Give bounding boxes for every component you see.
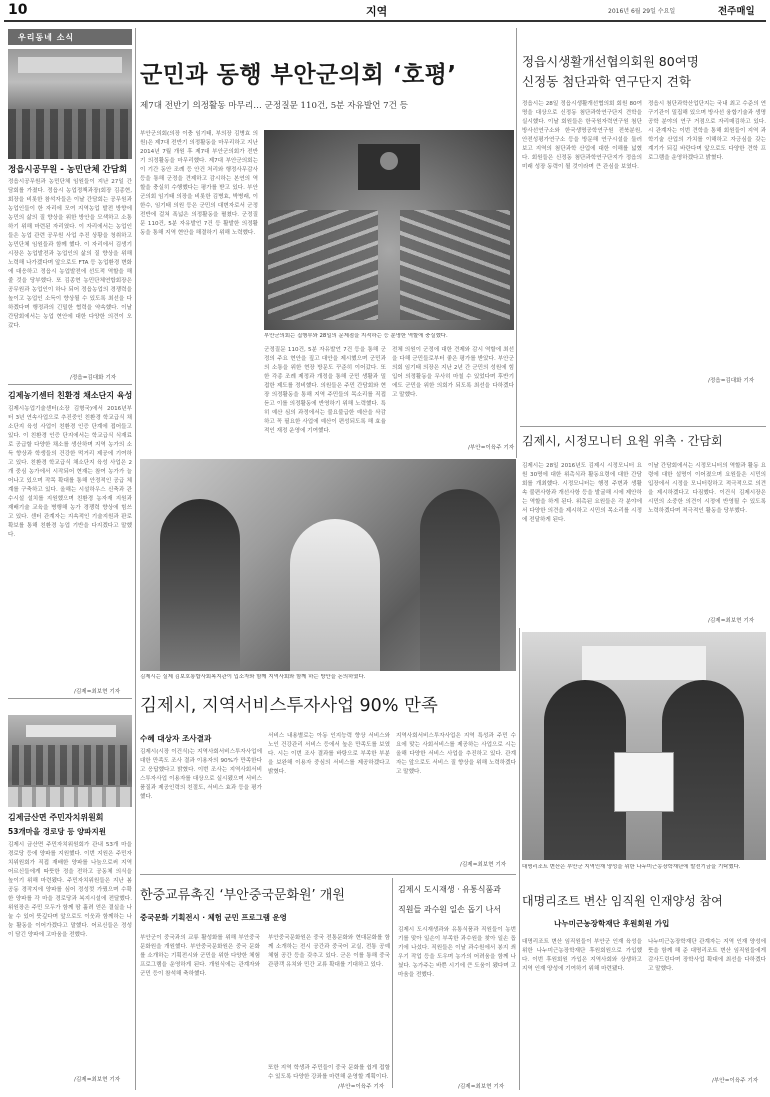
- photo-man-right: [662, 680, 744, 860]
- photo-certificate: [614, 752, 674, 812]
- story2-title: 김제농기센터 친환경 채소단지 육성: [8, 391, 133, 400]
- masthead-rule: [4, 20, 766, 22]
- voucher-byline: /김제=최보현 기자: [460, 862, 507, 868]
- photo-desks-left: [268, 210, 378, 320]
- page-number: 10: [8, 2, 28, 18]
- urban-headline: 김제시 도시재생 · 유통식품과: [398, 885, 501, 894]
- story3-byline: /김제=최보현 기자: [74, 1077, 121, 1083]
- urban-side-rule: [392, 878, 393, 1088]
- resort-subhead: 나누미근농장학재단 후원회원 가입: [554, 919, 670, 928]
- right-top-body-col2: 정읍시 첨단과학산업단지는 국내 최고 수준의 연구기관이 밀집해 있으며 방사선 융합기술과 생명공학 분야의 연구 거점으로 자리매김하고 있다. 시 관계자는 이번 견학을 통해 회원들이 지역 과학기술 산업의 가치를 이해하고 자긍심을 갖는 계기가 되길 바란다며 앞으로도 다양한 견학 프로그램을 운영하겠다고 밝혔다.: [648, 101, 766, 161]
- voucher-headline: 김제시, 지역서비스투자사업 90% 만족: [140, 696, 438, 716]
- photo-person-left: [160, 499, 240, 671]
- story1-byline: /정읍=김대화 기자: [70, 375, 117, 381]
- right-top-headline-1: 정읍시생활개선협의회원 80여명: [522, 54, 699, 69]
- middle-photo-caption: 김제시는 실제 김보호통합사회복지관이 입소자와 함께 지역사회와 함께 하는 방안을 논의하였다.: [140, 674, 366, 680]
- urban-subhead: 직원들 과수원 일손 돕기 나서: [398, 905, 501, 914]
- photo-onion-bags: [8, 787, 132, 807]
- photo-person-center: [290, 519, 380, 671]
- main-body-col3: 전체 의원이 군정에 대한 견제와 감시 역할에 최선을 다해 군민들로부터 좋은 평가를 받았다. 부안군의회 임기태 의장은 지난 2년 간 군민의 성원에 힘입어 의정활동을 무사히 마칠 수 있었다며 후반기에도 군민을 위한 의회가 되도록 최선을 다하겠다고 말했다.: [392, 347, 514, 398]
- section-label-box: [8, 29, 132, 45]
- resort-body-col2: 나누미근농장학재단 관계자는 지역 인재 양성에 뜻을 함께 해 준 대명리조트 변산 임직원들에게 감사드린다며 장학사업 확대에 최선을 다하겠다고 말했다.: [648, 939, 766, 972]
- culture-headline: 한중교류촉진 ‘부안중국문화원’ 개원: [140, 888, 345, 903]
- main-body-col2: 군정질문 110건, 5분 자유발언 7건 등을 통해 군정의 주요 현안을 짚고 대안을 제시했으며 군민과의 소통을 위한 현장 방문도 꾸준히 이어갔다. 또한 각종 조례 제정과 개정을 통해 군민 생활과 밀접한 제도를 정비했다. 의원들은 주민 간담회와 현장 의정활동을 통해 지역 주민들의 목소리를 직접 듣고 이를 의정활동에 반영하기 위해 노력했다. 특히 예산 심의 과정에서는 불요불급한 예산을 삭감하고 꼭 필요한 사업에 예산이 편성되도록 해 효율적인 재정 운영에 기여했다.: [264, 347, 386, 434]
- photo-council-chamber: [264, 130, 514, 330]
- story3-body: 김제시 금산면 주민자치위원회가 관내 53개 마을 경로당 등에 양파를 지원했다. 이번 지원은 주민자치위원회가 직접 재배한 양파를 나눔으로써 지역 어르신들에게 따뜻한 정을 전하고 공동체 의식을 높이기 위해 마련됐다. 주민자치위원들은 지난 봄 공동 경작지에 양파를 심어 정성껏 가꿨으며 수확한 양파를 각 마을 경로당과 복지시설에 전달했다. 위원장은 주민 모두가 함께 땀 흘려 얻은 결실을 나눌 수 있어 뜻깊다며 앞으로도 이웃과 함께하는 나눔 활동을 이어가겠다고 말했다. 어르신들은 정성이 담긴 양파에 고마움을 전했다.: [8, 842, 132, 938]
- issue-date: 2016년 6월 29일 수요일: [608, 8, 676, 15]
- photo-desks-right: [400, 210, 510, 320]
- photo-resort-donation: [522, 632, 766, 860]
- left-divider-1: [8, 384, 132, 385]
- photo-banner: [18, 57, 122, 73]
- photo-banner-2: [26, 725, 116, 737]
- masthead: [0, 0, 770, 20]
- photo-onion-donation: [8, 715, 132, 807]
- main-headline: 군민과 동행 부안군의회 ‘호평’: [140, 62, 457, 88]
- left-divider-2: [8, 698, 132, 699]
- story1-title: 정읍시공무원 - 농민단체 간담회: [8, 165, 128, 175]
- resort-body-col1: 대명리조트 변산 임직원들이 부안군 인재 육성을 위한 나누미근농장학재단 후원회원으로 가입했다. 이번 후원회원 가입은 지역사회와 상생하고 지역 인재 양성에 기여하기 위해 마련됐다.: [522, 939, 642, 972]
- voucher-body-col3: 지역사회서비스투자사업은 지역 특성과 주민 수요에 맞는 사회서비스를 제공하는 사업으로 시는 올해 다양한 서비스 사업을 추진하고 있다. 관계자는 앞으로도 서비스 질 향상을 위해 노력하겠다고 말했다.: [396, 733, 516, 775]
- story2-byline: /김제=최보현 기자: [74, 689, 121, 695]
- monitor-body-col1: 김제시는 28일 2016년도 김제시 시정모니터 요원 30명에 대한 위촉식과 활동요령에 대한 간담회를 개최했다. 시정모니터는 행정 주변과 생활 속 불편사항과 개선사항 등을 발굴해 시에 제안하는 역할을 하게 된다. 위촉된 요원들은 각 분야에서 다양한 의견을 제시하고 시민의 목소리를 시정에 전달하게 된다.: [522, 463, 642, 523]
- right-top-byline: /정읍=김대화 기자: [708, 378, 755, 384]
- main-photo-caption: 부안군의회는 집행부와 28일의 문제점을 지적하는 등 분명한 역할에 충실했다.: [264, 333, 448, 339]
- monitor-top-rule: [520, 426, 766, 427]
- story3-title: 김제금산면 주민자치위원회: [8, 813, 104, 822]
- section-label-text: 우리동네 소식: [18, 33, 75, 42]
- story3-subtitle: 53개마을 경로당 등 양파지원: [8, 827, 106, 836]
- culture-top-rule: [140, 874, 516, 875]
- photo-podium-seal: [380, 152, 398, 170]
- voucher-body-col2: 서비스 내용별로는 아동 인지능력 향상 서비스와 노인 건강관리 서비스 등에서 높은 만족도를 보였다. 시는 이번 조사 결과를 바탕으로 부족한 부분을 보완해 이용자 중심의 서비스를 제공하겠다고 밝혔다.: [268, 733, 390, 775]
- culture-body-col3: 또한 지역 학생과 주민들이 중국 문화를 쉽게 접할 수 있도록 다양한 강좌를 마련해 운영할 계획이다.: [268, 1065, 390, 1080]
- main-body-col1: 부안군의회(의장 이충 임기태, 부의장 김병효 의원)은 제7대 전반기 의정활동을 마무리하고 지난 2014년 7월 개원 후 제7대 부안군의회가 전반기 의정활동을 마무리했다. 제7대 부안군의회는 이 기간 동안 조례 등 안건 처리와 행정사무감사 등을 통해 군정을 견제하고 감시하는 본연의 역할을 충실히 수행했다는 평가를 받고 있다. 부안군의회 임기태 의장을 비롯한 김병효, 박병래, 이한수, 임기태 의원 등은 군민의 대변자로서 군정 전반에 걸쳐 폭넓은 의정활동을 펼쳤다. 군정질문 110건, 5분 자유발언 7건 등 활발한 의정활동을 통해 지역 현안을 해결하기 위해 노력했다.: [140, 131, 258, 236]
- culture-body-col1: 부안군이 중국과의 교류 활성화를 위해 부안중국문화원을 개원했다. 부안중국문화원은 중국 문화를 소개하는 기획전시와 군민을 위한 다양한 체험 프로그램을 운영하게 된다. 개원식에는 관계자와 군민 등이 참석해 축하했다.: [140, 935, 260, 977]
- photo-person-right: [420, 489, 500, 671]
- right-top-headline-2: 신정동 첨단과학 연구단지 견학: [522, 74, 691, 89]
- resort-byline: /부안=이육주 기자: [712, 1078, 759, 1084]
- resort-photo-caption: 대명리조트 변산은 부안군 지역인재 양성을 위한 나누미근농장학재단에 발전기금을 기탁했다.: [522, 864, 741, 870]
- photo-welfare-visit: [140, 459, 516, 671]
- photo-group: [12, 745, 128, 785]
- column-divider-left: [135, 28, 136, 1090]
- voucher-subhead: 수혜 대상자 조사결과: [140, 734, 212, 743]
- photo-meeting: [8, 49, 132, 159]
- resort-headline: 대명리조트 변산 임직원 인재양성 참여: [522, 894, 723, 908]
- photo-people-row: [8, 109, 132, 159]
- culture-body-col2: 부안중국문화원은 중국 전통문화와 현대문화를 함께 소개하는 전시 공간과 중국어 교실, 전통 공예 체험 공간 등을 갖추고 있다. 군은 이를 통해 중국 관광객 유치와 민간 교류 확대를 기대하고 있다.: [268, 935, 390, 968]
- urban-byline: /김제=최보현 기자: [458, 1084, 505, 1090]
- monitor-body-col2: 이날 간담회에서는 시정모니터의 역할과 활동 요령에 대한 설명이 이어졌으며 요원들은 시민의 입장에서 시정을 모니터링하고 적극적으로 의견을 제시하겠다고 다짐했다. 이건식 김제시장은 시민의 소중한 의견이 시정에 반영될 수 있도록 노력하겠다며 적극적인 활동을 당부했다.: [648, 463, 766, 514]
- paper-name: 전주매일: [718, 6, 755, 17]
- monitor-headline: 김제시, 시정모니터 요원 위촉 · 간담회: [522, 434, 723, 448]
- main-subheadline: 제7대 전반기 의정활동 마무리… 군정질문 110건, 5분 자유발언 7건 등: [140, 101, 408, 111]
- main-byline: /부안=이육주 기자: [468, 445, 515, 451]
- monitor-byline: /김제=최보현 기자: [708, 618, 755, 624]
- photo-wall-sign: [582, 646, 706, 680]
- story2-body: 김제시농업기술센터(소장 김형국)에서 2016년부터 3년 연속사업으로 추진중인 친환경 학교급식 채소단지 육성 사업이 친환경 인증 단계에 접어들고 있다. 이 친환경 인증 단지에서는 학교급식 식재료로 공급할 다양한 채소를 생산하며 지역 농가의 소득 향상과 학생들의 건강한 먹거리 제공에 기여하고 있다. 친환경 학교급식 채소단지 육성 사업은 2개 중심 농가에서 시작되어 현재는 참여 농가가 늘어나고 있으며 작목 확대를 통해 안정적인 공급 체계를 구축하고 있다. 올해는 시설하우스 신축과 관수시설 설치를 지원했으며 친환경 농자재 지원과 재배기술 교육을 병행해 농가 경쟁력 향상에 힘쓰고 있다. 센터 관계자는 지속적인 기술지원과 판로 확보를 통해 친환경 농업 기반을 다지겠다고 말했다.: [8, 406, 132, 538]
- culture-byline: /부안=이육주 기자: [338, 1084, 385, 1090]
- culture-subhead: 중국문화 기획전시 · 체험 군민 프로그램 운영: [140, 913, 287, 922]
- column-divider-right: [516, 28, 517, 458]
- section-title: 지역: [366, 5, 388, 18]
- voucher-body-col1: 김제시(시장 이건식)는 지역사회서비스투자사업에 대한 만족도 조사 결과 이용자의 90%가 만족한다고 응답했다고 밝혔다. 이번 조사는 지역사회서비스투자사업 이용자를 대상으로 실시됐으며 서비스 품질과 제공인력의 친절도, 서비스 효과 등을 평가했다.: [140, 749, 262, 800]
- right-top-body-col1: 정읍시는 28일 정읍시생활개선협의회 회원 80여명을 대상으로 신정동 첨단과학연구단지 견학을 실시했다. 이날 회원들은 한국원자력연구원 첨단방사선연구소와 한국생명공학연구원 전북분원, 안전성평가연구소 등을 방문해 연구시설을 둘러보고 지역의 첨단과학 산업에 대한 이해를 넓혔다. 회원들은 신정동 첨단과학연구단지가 정읍의 미래 성장 동력이 될 것이라며 큰 관심을 보였다.: [522, 101, 642, 170]
- story1-body: 정읍시공무원과 농민단체 임원들이 지난 27일 간담회를 가졌다. 정읍시 농업정책과장(회장 김종현, 회장을 비롯한 참석자들은 이날 간담회는 공무원과 농업인들이 한 자리에 모여 지역농업 발전 방향에 농민의 삶의 질 향상을 위한 방안을 모색하고 소통하기 위해 마련된 자리였다. 이 자리에서는 농업인들은 농업 관련 공무원 사업 추진 상황을 청취하고 농민단체 임원들과 함께 했다. 이 자리에서 김생기 시장은 농업발전과 농업인의 삶의 질 향상을 위해 노력해 나가겠다며 앞으로도 FTA 등 농업환경 변화에 대응하고 정읍시 농업발전에 선도적 역할을 해 줄 것을 당부했다. 또 김종현 농민단체연합회장은 공무원과 농업인이 하나 되어 정읍농업의 경쟁력을 높이고 농업인 소득이 향상될 수 있도록 최선을 다하겠다며 행정과의 긴밀한 협력을 약속했다. 이날 간담회에서는 농업 현안에 대한 다양한 의견이 오갔다.: [8, 179, 132, 329]
- urban-body: 김제시 도시재생과와 유통식품과 직원들이 농번기를 맞아 일손이 부족한 과수원을 찾아 일손 돕기에 나섰다. 직원들은 이날 과수원에서 봉지 씌우기 작업 등을 도우며 농가의 어려움을 함께 나눴다. 농가주는 바쁜 시기에 큰 도움이 됐다며 고마움을 전했다.: [398, 927, 516, 978]
- resort-side-rule: [519, 628, 520, 1090]
